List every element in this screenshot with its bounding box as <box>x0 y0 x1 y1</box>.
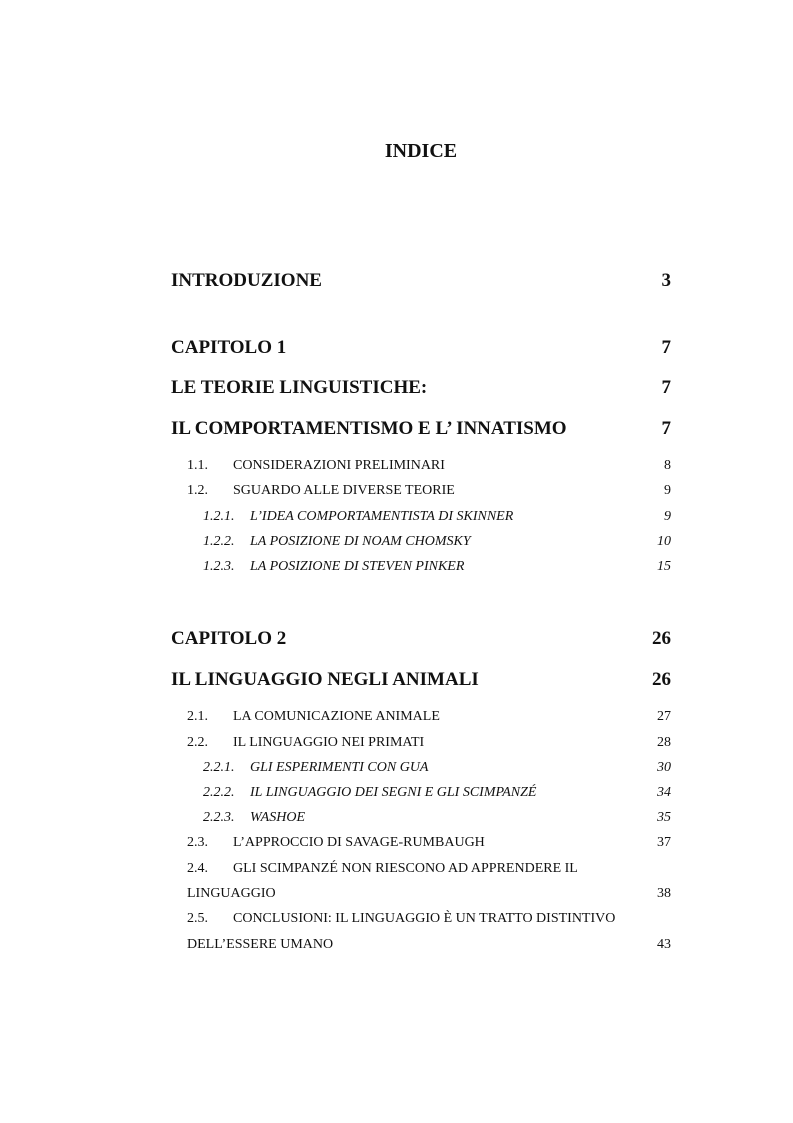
toc-page-number: 9 <box>664 509 671 524</box>
toc-entry-title <box>171 628 652 650</box>
toc-entry-number: 2.4. <box>187 861 208 876</box>
toc-entry-title <box>187 886 657 902</box>
toc-entry-label: DELL’ESSERE UMANO <box>187 937 334 952</box>
toc-entry-number: 1.2. <box>187 483 208 498</box>
toc-page-number: 28 <box>657 735 671 750</box>
toc-entry-number: 2.5. <box>187 911 208 926</box>
toc-page-number: 27 <box>657 709 671 724</box>
page-title: INDICE <box>384 140 458 162</box>
toc-heading[interactable] <box>171 418 671 440</box>
toc-page-number: 7 <box>661 337 671 358</box>
toc-page-number: 9 <box>664 483 671 498</box>
toc-entry-title <box>171 270 662 292</box>
toc-entry-label: IL LINGUAGGIO DEI SEGNI E GLI SCIMPANZÉ <box>250 785 537 800</box>
toc-entry[interactable] <box>187 861 671 877</box>
toc-page-number: 37 <box>657 835 671 850</box>
toc-entry-number: 1.2.1. <box>203 509 235 524</box>
toc-entry-number: 2.2.2. <box>203 785 235 800</box>
toc-entry[interactable] <box>203 559 671 575</box>
toc-entry[interactable] <box>187 709 671 725</box>
toc-entry-title <box>187 937 657 953</box>
toc-entry-label: IL LINGUAGGIO NEI PRIMATI <box>233 735 425 750</box>
toc-entry[interactable] <box>187 886 671 902</box>
toc-entry-label: CONCLUSIONI: IL LINGUAGGIO È UN TRATTO DISTINTIVO <box>233 911 616 926</box>
toc-heading[interactable] <box>171 270 671 292</box>
toc-entry-title <box>203 760 657 776</box>
toc-entry-title <box>187 483 664 499</box>
toc-page-number: 26 <box>652 628 671 649</box>
toc-entry[interactable] <box>203 534 671 550</box>
toc-entry-title <box>171 377 662 399</box>
toc-page-number: 30 <box>657 760 671 775</box>
toc-entry[interactable] <box>187 835 671 851</box>
toc-entry-label: LE TEORIE LINGUISTICHE: <box>171 377 428 398</box>
toc-entry-number: 2.1. <box>187 709 208 724</box>
toc-entry-label: IL LINGUAGGIO NEGLI ANIMALI <box>171 669 479 690</box>
toc-heading[interactable] <box>171 628 671 650</box>
toc-page-number: 8 <box>664 458 671 473</box>
toc-entry[interactable] <box>203 509 671 525</box>
toc-entry-label: INTRODUZIONE <box>171 270 322 291</box>
toc-page-number: 35 <box>657 810 671 825</box>
toc-entry-label: WASHOE <box>250 810 306 825</box>
toc-entry-label: LINGUAGGIO <box>187 886 276 901</box>
toc-entry[interactable] <box>187 483 671 499</box>
toc-heading[interactable] <box>171 669 671 691</box>
toc-entry-title <box>171 418 662 440</box>
toc-entry[interactable] <box>203 785 671 801</box>
toc-entry-title <box>203 534 657 550</box>
toc-entry[interactable] <box>187 458 671 474</box>
toc-entry-label: L’IDEA COMPORTAMENTISTA DI SKINNER <box>250 509 514 524</box>
toc-entry[interactable] <box>187 911 671 927</box>
toc-heading[interactable] <box>171 377 671 399</box>
toc-entry-number: 1.2.2. <box>203 534 235 549</box>
toc-entry-number: 1.1. <box>187 458 208 473</box>
toc-entry[interactable] <box>203 810 671 826</box>
toc-entry-title <box>171 669 652 691</box>
toc-entry-label: LA POSIZIONE DI NOAM CHOMSKY <box>250 534 471 549</box>
toc-heading[interactable] <box>171 337 671 359</box>
toc-entry-title <box>203 509 664 525</box>
toc-entry-title <box>187 835 657 851</box>
toc-entry-label: CAPITOLO 1 <box>171 337 287 358</box>
toc-page-number: 7 <box>661 377 671 398</box>
toc-entry-label: SGUARDO ALLE DIVERSE TEORIE <box>233 483 455 498</box>
toc-entry-title <box>187 735 657 751</box>
toc-entry-number: 2.2. <box>187 735 208 750</box>
toc-page-number: 26 <box>652 669 671 690</box>
toc-page-number: 3 <box>661 270 671 291</box>
toc-page-number: 15 <box>657 559 671 574</box>
toc-entry[interactable] <box>203 760 671 776</box>
toc-entry-label: GLI SCIMPANZÉ NON RIESCONO AD APPRENDERE IL <box>233 861 578 876</box>
toc-entry-title <box>187 861 671 877</box>
toc-entry-title <box>171 337 662 359</box>
toc-entry-label: CONSIDERAZIONI PRELIMINARI <box>233 458 445 473</box>
toc-entry-label: IL COMPORTAMENTISMO E L’ INNATISMO <box>171 418 567 439</box>
toc-page-number: 38 <box>657 886 671 901</box>
toc-page-number: 7 <box>661 418 671 439</box>
toc-page-number: 43 <box>657 937 671 952</box>
toc-entry[interactable] <box>187 735 671 751</box>
toc-entry-label: CAPITOLO 2 <box>171 628 287 649</box>
toc-entry-title <box>187 458 664 474</box>
toc-entry-label: LA COMUNICAZIONE ANIMALE <box>233 709 440 724</box>
toc-entry-title <box>203 785 657 801</box>
toc-page-number: 10 <box>657 534 671 549</box>
toc-entry-number: 2.3. <box>187 835 208 850</box>
toc-page-number: 34 <box>657 785 671 800</box>
toc-entry-title <box>203 810 657 826</box>
toc-entry-title <box>187 911 671 927</box>
toc-entry-label: LA POSIZIONE DI STEVEN PINKER <box>250 559 465 574</box>
toc-entry-number: 2.2.3. <box>203 810 235 825</box>
toc-entry-label: GLI ESPERIMENTI CON GUA <box>250 760 429 775</box>
toc-entry[interactable] <box>187 937 671 953</box>
toc-entry-number: 2.2.1. <box>203 760 235 775</box>
toc-entry-title <box>203 559 657 575</box>
toc-entry-label: L’APPROCCIO DI SAVAGE-RUMBAUGH <box>233 835 485 850</box>
toc-entry-title <box>187 709 657 725</box>
toc-entry-number: 1.2.3. <box>203 559 235 574</box>
